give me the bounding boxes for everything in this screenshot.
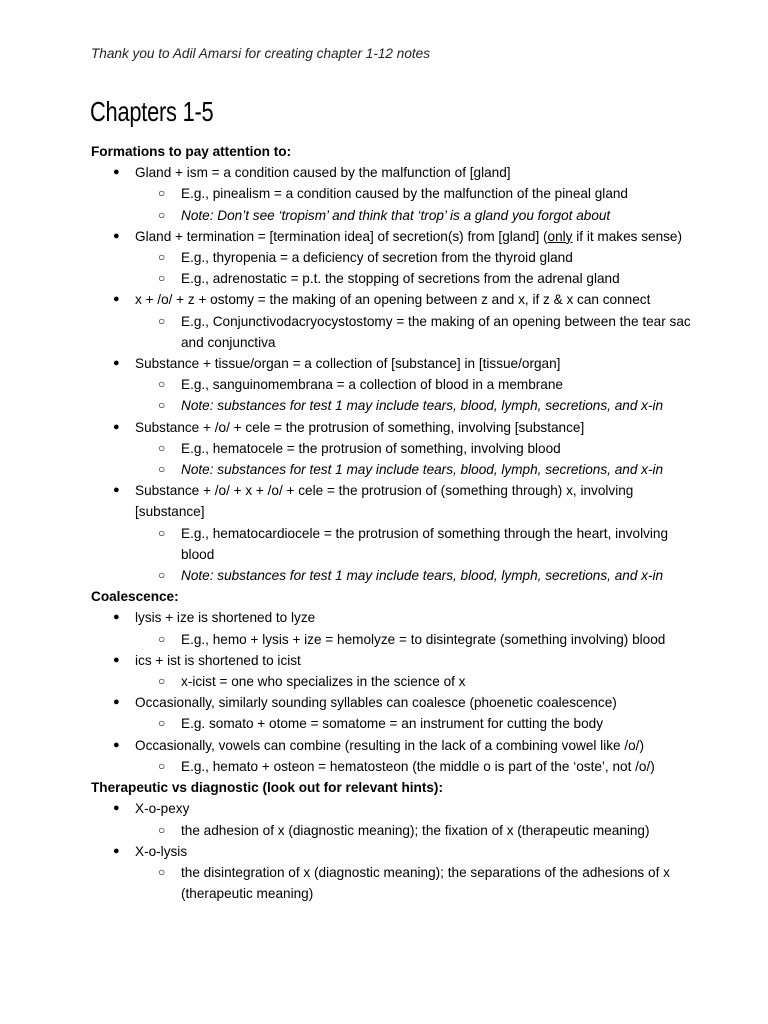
list-item	[91, 650, 691, 671]
sub-list-item	[91, 459, 691, 480]
item-text: Substance + tissue/organ = a collection of [substance] in [tissue/organ]	[135, 356, 561, 372]
list-item	[91, 735, 691, 756]
hollow-bullet-icon: ○	[158, 864, 166, 879]
list-item	[91, 162, 691, 183]
hollow-bullet-icon: ○	[158, 758, 166, 773]
sub-list-item	[91, 671, 691, 692]
sub-item-text: E.g., hemo + lysis + ize = hemolyze = to disintegrate (something involving) blood	[181, 631, 666, 647]
hollow-bullet-icon: ○	[158, 377, 166, 392]
sub-item-text: x-icist = one who specializes in the science of x	[181, 674, 466, 690]
item-text: X-o-pexy	[135, 801, 190, 817]
bullet-icon: ●	[113, 484, 120, 497]
item-text: Substance + /o/ + cele = the protrusion of something, involving [substance]	[135, 419, 585, 435]
list-item	[91, 226, 691, 247]
sub-item-note: Note: substances for test 1 may include tears, blood, lymph, secretions, and x-in	[181, 462, 664, 478]
item-text: Occasionally, vowels can combine (resulting in the lack of a combining vowel like /o/)	[135, 737, 644, 753]
hollow-bullet-icon: ○	[158, 631, 166, 646]
bullet-icon: ●	[113, 696, 120, 709]
sub-list-item	[91, 183, 691, 204]
formations-list	[91, 162, 691, 586]
hollow-bullet-icon: ○	[158, 398, 166, 413]
sub-item-text: E.g., thyropenia = a deficiency of secretion from the thyroid gland	[181, 250, 573, 266]
list-item	[91, 841, 691, 862]
coalescence-list	[91, 607, 691, 777]
hollow-bullet-icon: ○	[158, 250, 166, 265]
hollow-bullet-icon: ○	[158, 716, 166, 731]
bullet-icon: ●	[113, 420, 120, 433]
hollow-bullet-icon: ○	[158, 440, 166, 455]
section-heading-therapeutic-vs-diagnostic: Therapeutic vs diagnostic (look out for relevant hints):	[91, 780, 443, 796]
item-text: x + /o/ + z + ostomy = the making of an opening between z and x, if z & x can connect	[135, 292, 651, 308]
sub-item-text: the disintegration of x (diagnostic meaning); the separations of the adhesions of x (therapeutic meaning)	[181, 864, 670, 902]
bullet-icon: ●	[113, 229, 120, 242]
item-text: lysis + ize is shortened to lyze	[135, 610, 316, 626]
hollow-bullet-icon: ○	[158, 207, 166, 222]
list-item	[91, 607, 691, 628]
item-text: Gland + ism = a condition caused by the malfunction of [gland]	[135, 165, 511, 181]
sub-list-item	[91, 862, 691, 904]
list-item	[91, 417, 691, 438]
acknowledgement-note: Thank you to Adil Amarsi for creating chapter 1-12 notes	[91, 46, 431, 61]
hollow-bullet-icon: ○	[158, 271, 166, 286]
item-text-before: Gland + termination = [termination idea] of secretion(s) from [gland] (	[135, 228, 548, 244]
hollow-bullet-icon: ○	[158, 525, 166, 540]
sub-list-item	[91, 268, 691, 289]
sub-list-item	[91, 523, 691, 565]
sub-list-item	[91, 205, 691, 226]
hollow-bullet-icon: ○	[158, 462, 166, 477]
section-heading-formations: Formations to pay attention to:	[91, 144, 292, 159]
hollow-bullet-icon: ○	[158, 674, 166, 689]
hollow-bullet-icon: ○	[158, 568, 166, 583]
list-item	[91, 289, 691, 310]
sub-item-note: Note: substances for test 1 may include tears, blood, lymph, secretions, and x-in	[181, 398, 664, 414]
therapeutic-diagnostic-list	[91, 798, 691, 904]
page-title: Chapters 1-5	[90, 96, 214, 127]
bullet-icon: ●	[113, 357, 120, 370]
item-text: ics + ist is shortened to icist	[135, 652, 301, 668]
sub-list-item	[91, 438, 691, 459]
sub-item-note: Note: substances for test 1 may include tears, blood, lymph, secretions, and x-in	[181, 568, 664, 584]
sub-item-text: the adhesion of x (diagnostic meaning); the fixation of x (therapeutic meaning)	[181, 822, 650, 838]
notes-body	[91, 141, 691, 904]
sub-item-text: E.g., hematocele = the protrusion of something, involving blood	[181, 440, 561, 456]
sub-item-text: E.g., hematocardiocele = the protrusion of something through the heart, involving blood	[181, 525, 669, 562]
bullet-icon: ●	[113, 653, 120, 666]
hollow-bullet-icon: ○	[158, 186, 166, 201]
list-item	[91, 692, 691, 713]
sub-list-item	[91, 629, 691, 650]
sub-list-item	[91, 820, 691, 841]
bullet-icon: ●	[113, 738, 120, 751]
sub-item-text: E.g., Conjunctivodacryocystostomy = the making of an opening between the tear sac and conjunctiva	[181, 313, 691, 350]
bullet-icon: ●	[113, 293, 120, 306]
bullet-icon: ●	[113, 611, 120, 624]
item-text-after: if it makes sense)	[572, 228, 683, 244]
sub-item-note: Note: Don’t see ‘tropism’ and think that ‘trop’ is a gland you forgot about	[181, 207, 611, 223]
sub-list-item	[91, 565, 691, 586]
bullet-icon: ●	[113, 844, 120, 857]
sub-list-item	[91, 395, 691, 416]
sub-list-item	[91, 311, 691, 353]
bullet-icon: ●	[113, 802, 120, 815]
list-item	[91, 480, 691, 522]
sub-item-text: E.g., pinealism = a condition caused by the malfunction of the pineal gland	[181, 186, 628, 202]
list-item	[91, 353, 691, 374]
section-heading-coalescence: Coalescence:	[91, 589, 179, 605]
item-text: Substance + /o/ + x + /o/ + cele = the protrusion of (something through) x, involving [substance]	[135, 483, 634, 520]
hollow-bullet-icon: ○	[158, 822, 166, 837]
item-text-underlined: only	[547, 228, 573, 244]
sub-list-item	[91, 247, 691, 268]
bullet-icon: ●	[113, 166, 120, 179]
sub-item-text: E.g., hemato + osteon = hematosteon (the middle o is part of the ‘oste’, not /o/)	[181, 758, 655, 774]
hollow-bullet-icon: ○	[158, 313, 166, 328]
item-text: Occasionally, similarly sounding syllables can coalesce (phoenetic coalescence)	[135, 695, 617, 711]
sub-list-item	[91, 713, 691, 734]
item-text: X-o-lysis	[135, 843, 188, 859]
sub-item-text: E.g., adrenostatic = p.t. the stopping of secretions from the adrenal gland	[181, 271, 620, 287]
sub-item-text: E.g. somato + otome = somatome = an instrument for cutting the body	[181, 716, 604, 732]
sub-list-item	[91, 374, 691, 395]
list-item	[91, 798, 691, 819]
sub-item-text: E.g., sanguinomembrana = a collection of blood in a membrane	[181, 377, 563, 393]
sub-list-item	[91, 756, 691, 777]
